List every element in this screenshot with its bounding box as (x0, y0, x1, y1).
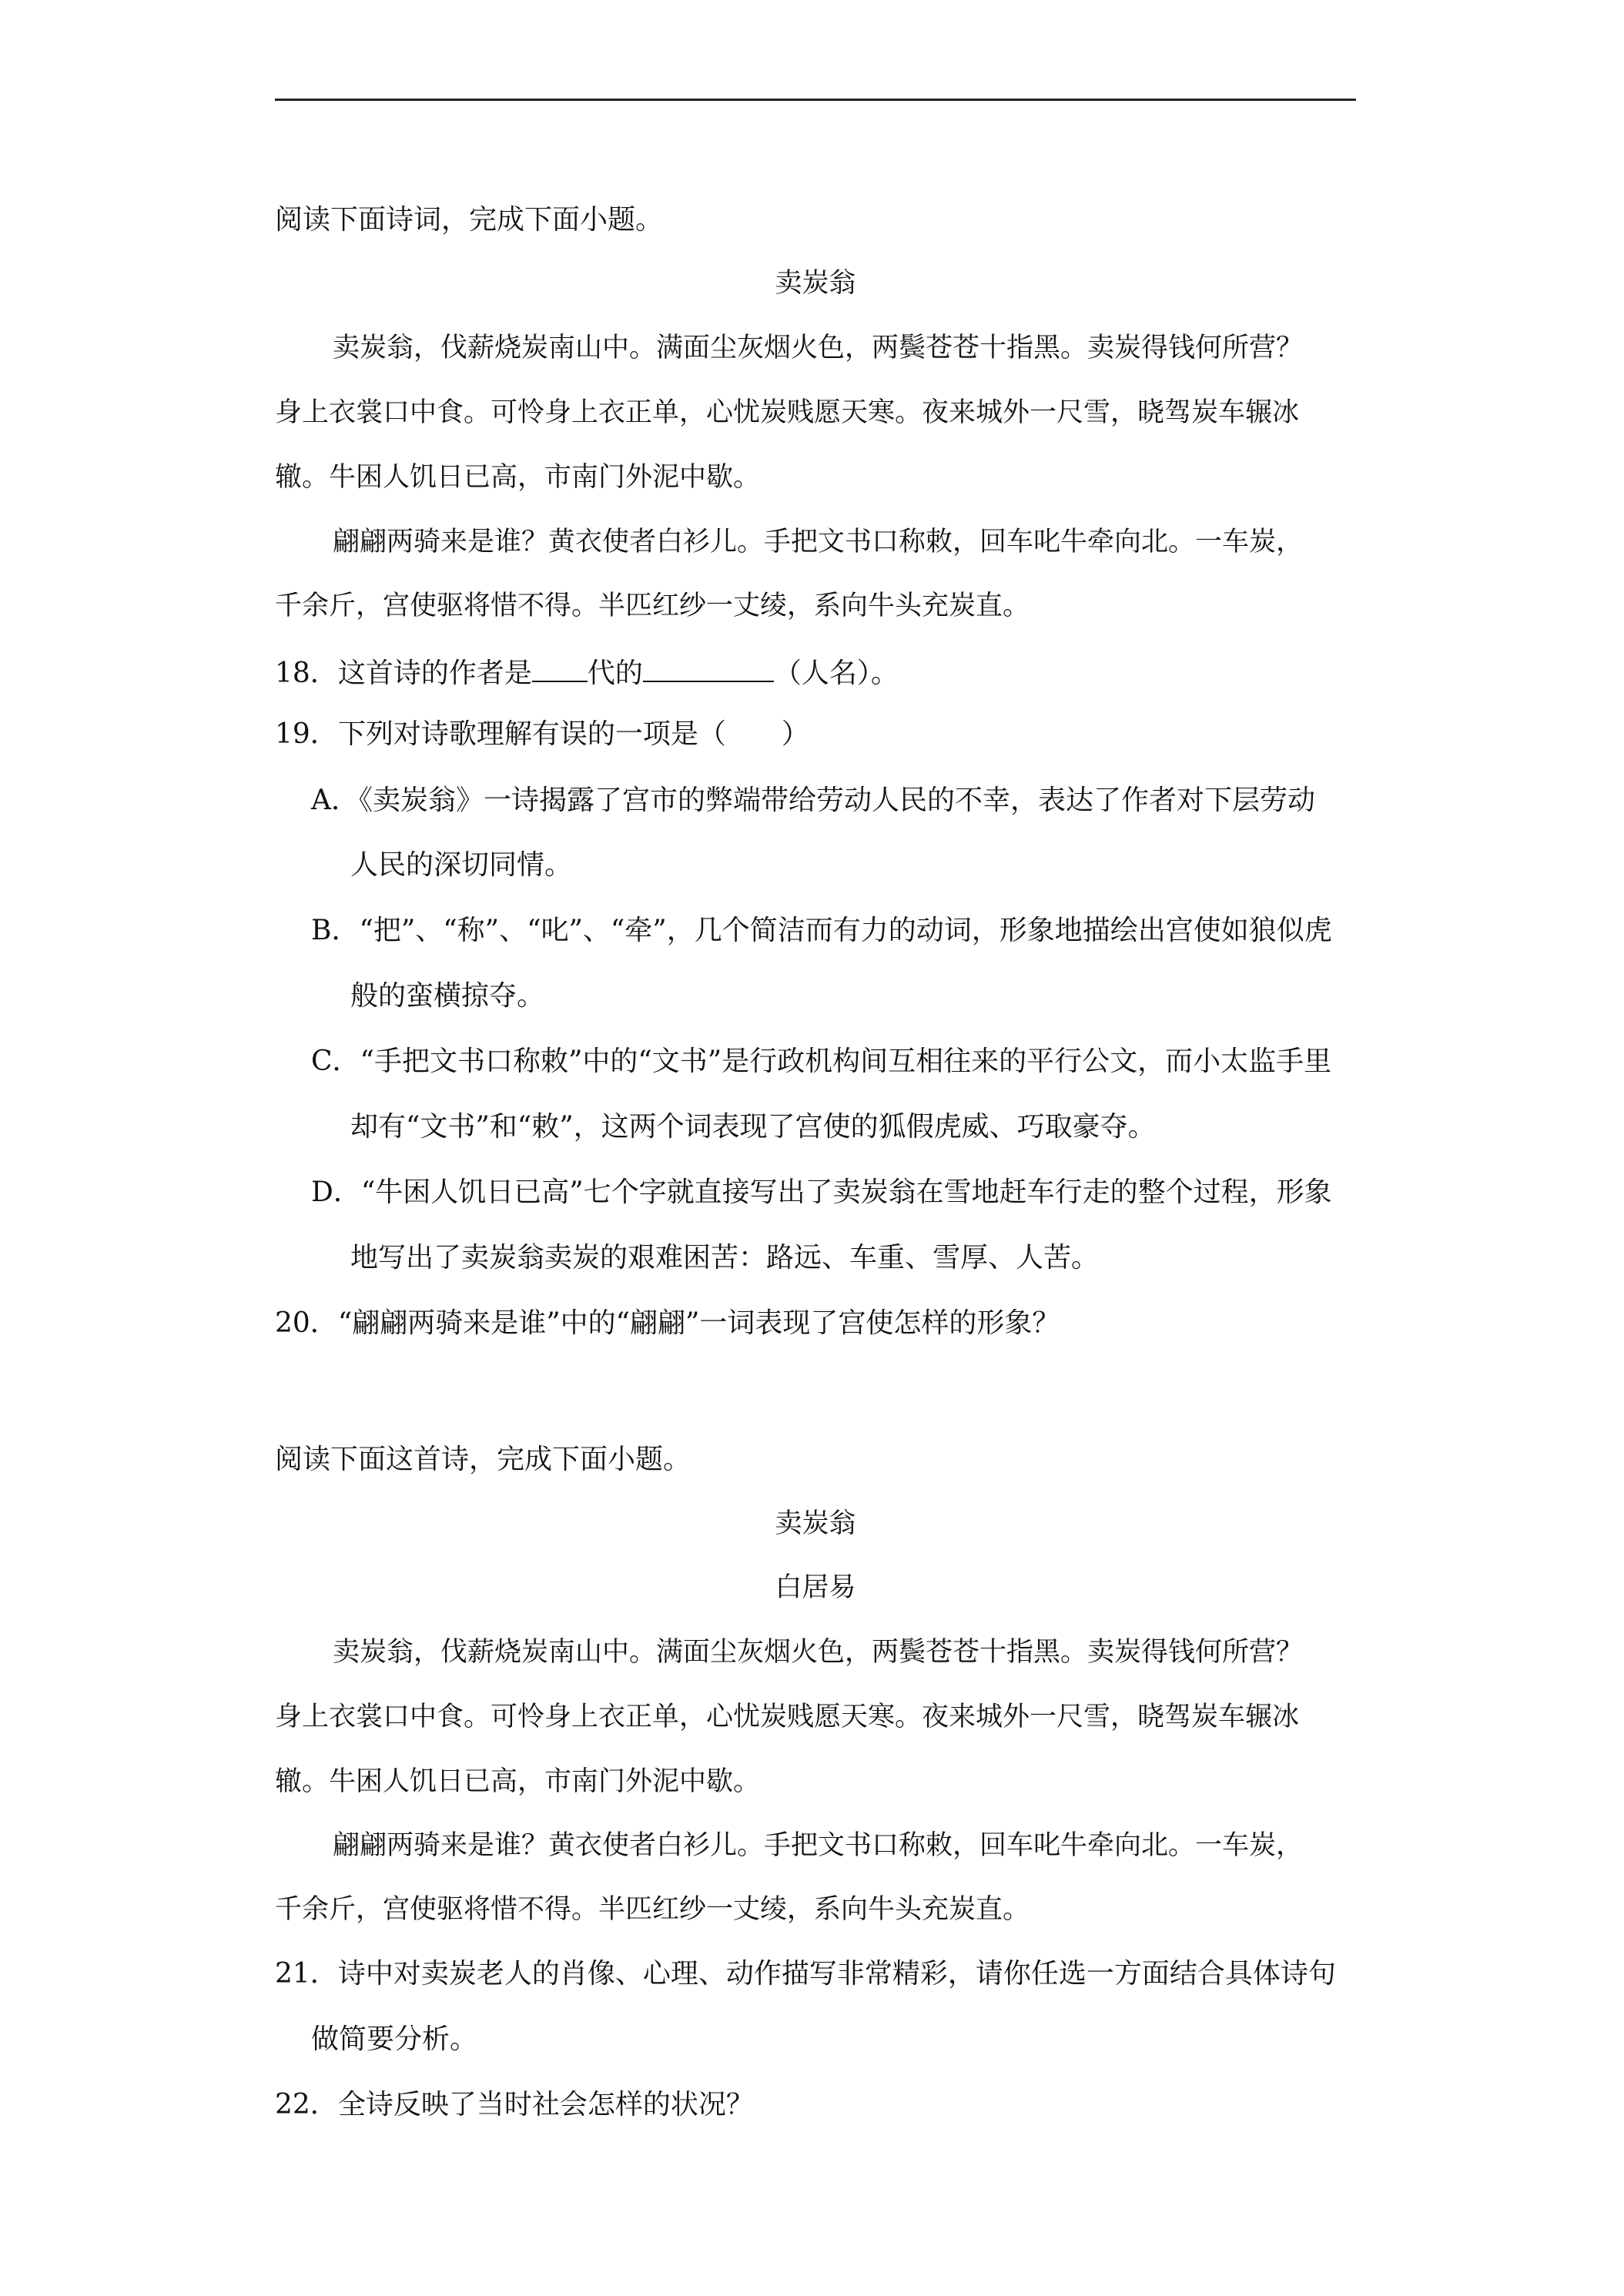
header-rule (275, 99, 1356, 101)
question-21-continued: 做简要分析。 (311, 2023, 478, 2055)
section1-poem-line: 卖炭翁，伐薪烧炭南山中。满面尘灰烟火色，两鬓苍苍十指黑。卖炭得钱何所营？ (333, 333, 1304, 363)
section1-intro: 阅读下面诗词，完成下面小题。 (275, 204, 664, 236)
option-d: D．“牛困人饥日已高”七个字就直接写出了卖炭翁在雪地赶车行走的整个过程，形象 (311, 1176, 1332, 1208)
section2-poem-author: 白居易 (775, 1572, 856, 1603)
question-text: 全诗反映了当时社会怎样的状况？ (337, 2089, 754, 2120)
question-text: （人名）。 (773, 658, 899, 689)
section2-poem-line: 千余斤，宫使驱将惜不得。半匹红纱一丈绫，系向牛头充炭直。 (275, 1894, 1030, 1925)
section1-poem-line: 翩翩两骑来是谁？黄衣使者白衫儿。手把文书口称敕，回车叱牛牵向北。一车炭， (333, 527, 1304, 557)
question-text: 代的 (587, 658, 643, 689)
question-number: 21． (275, 1958, 338, 1990)
question-text: 下列对诗歌理解有误的一项是（ ） (337, 718, 809, 750)
section1-poem-line: 千余斤，宫使驱将惜不得。半匹红纱一丈绫，系向牛头充炭直。 (275, 591, 1030, 621)
question-number: 18． (275, 658, 338, 689)
question-21 (275, 1956, 1336, 1993)
section2-poem-line: 身上衣裳口中食。可怜身上衣正单，心忧炭贱愿天寒。夜来城外一尺雪，晓驾炭车辗冰 (275, 1702, 1300, 1732)
section2-intro: 阅读下面这首诗，完成下面小题。 (275, 1444, 691, 1475)
question-18 (275, 651, 899, 692)
section1-poem-line: 辙。牛困人饥日已高，市南门外泥中歇。 (275, 462, 761, 493)
option-c: C．“手把文书口称敕”中的“文书”是行政机构间互相往来的平行公文，而小太监手里 (311, 1046, 1332, 1077)
section2-poem-title: 卖炭翁 (775, 1508, 856, 1539)
option-a: A．《卖炭翁》一诗揭露了宫市的弊端带给劳动人民的不幸，表达了作者对下层劳动 (311, 785, 1315, 816)
question-number: 19． (275, 718, 338, 750)
question-number: 22． (275, 2089, 338, 2120)
question-text: “翩翩两骑来是谁”中的“翩翩”一词表现了宫使怎样的形象？ (337, 1307, 1060, 1339)
answer-blank[interactable] (643, 651, 774, 682)
question-19 (275, 716, 809, 753)
question-text: 这首诗的作者是 (337, 658, 532, 689)
section2-poem-line: 卖炭翁，伐薪烧炭南山中。满面尘灰烟火色，两鬓苍苍十指黑。卖炭得钱何所营？ (333, 1637, 1304, 1668)
option-a-continued: 人民的深切同情。 (350, 849, 573, 881)
section1-poem-line: 身上衣裳口中食。可怜身上衣正单，心忧炭贱愿天寒。夜来城外一尺雪，晓驾炭车辗冰 (275, 397, 1300, 428)
section2-poem-line: 辙。牛困人饥日已高，市南门外泥中歇。 (275, 1766, 761, 1797)
option-b-continued: 般的蛮横掠夺。 (350, 980, 545, 1012)
question-20 (275, 1305, 1060, 1342)
question-22 (275, 2087, 754, 2124)
section2-poem-line: 翩翩两骑来是谁？黄衣使者白衫儿。手把文书口称敕，回车叱牛牵向北。一车炭， (333, 1830, 1304, 1861)
option-b: B．“把”、“称”、“叱”、“牵”，几个简洁而有力的动词，形象地描绘出宫使如狼似虎 (311, 915, 1332, 946)
answer-blank[interactable] (532, 651, 588, 682)
section1-poem-title: 卖炭翁 (775, 268, 856, 299)
option-c-continued: 却有“文书”和“敕”，这两个词表现了宫使的狐假虎威、巧取豪夺。 (350, 1111, 1156, 1143)
question-text: 诗中对卖炭老人的肖像、心理、动作描写非常精彩，请你任选一方面结合具体诗句 (337, 1958, 1336, 1990)
question-number: 20． (275, 1307, 338, 1339)
option-d-continued: 地写出了卖炭翁卖炭的艰难困苦：路远、车重、雪厚、人苦。 (350, 1242, 1100, 1274)
